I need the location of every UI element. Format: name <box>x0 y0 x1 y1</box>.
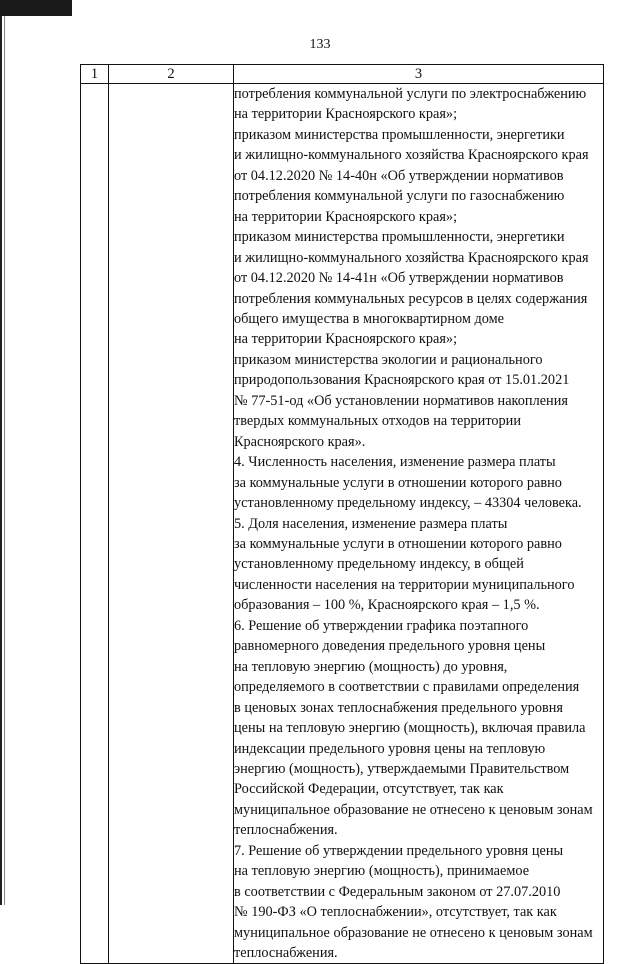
text-line: цены на тепловую энергию (мощность), включая правила <box>234 720 586 737</box>
text-line: потребления коммунальных ресурсов в целях содержания <box>234 290 588 307</box>
text-line: на территории Красноярского края»; <box>234 331 458 348</box>
text-line: 4. Численность населения, изменение размера платы <box>234 454 556 471</box>
scan-artifact <box>0 0 72 16</box>
text-line: в ценовых зонах теплоснабжения предельного уровня <box>234 699 563 716</box>
text-line: потребления коммунальной услуги по электроснабжению <box>234 86 587 102</box>
text-line: за коммунальные услуги в отношении которого равно <box>234 535 562 552</box>
text-line: приказом министерства экологии и рационального <box>234 351 543 368</box>
column-header-3: 3 <box>234 65 604 84</box>
text-line: на тепловую энергию (мощность), принимаемое <box>234 863 530 880</box>
cell-col1 <box>81 84 109 964</box>
table-row <box>81 84 604 964</box>
text-line: и жилищно-коммунального хозяйства Красноярского края <box>234 249 589 266</box>
text-line: теплоснабжения. <box>234 822 338 839</box>
text-line: равномерного доведения предельного уровня цены <box>234 638 546 655</box>
text-line: численности населения на территории муниципального <box>234 576 575 593</box>
document-table <box>80 64 604 964</box>
text-line: и жилищно-коммунального хозяйства Красноярского края <box>234 147 589 164</box>
text-line: Красноярского края». <box>234 433 366 450</box>
table-header-row <box>81 65 604 84</box>
text-line: потребления коммунальной услуги по газоснабжению <box>234 188 565 205</box>
column-header-1: 1 <box>81 65 109 84</box>
text-line: № 77-51-од «Об установлении нормативов накопления <box>234 392 568 409</box>
cell-col2 <box>109 84 234 964</box>
text-line: муниципальное образование не отнесено к ценовым зонам <box>234 924 593 941</box>
text-line: 5. Доля населения, изменение размера платы <box>234 515 508 532</box>
text-line: от 04.12.2020 № 14-40н «Об утверждении нормативов <box>234 167 564 184</box>
text-line: за коммунальные услуги в отношении которого равно <box>234 474 562 491</box>
text-line: № 190-ФЗ «О теплоснабжении», отсутствует, так как <box>234 904 557 921</box>
text-line: энергию (мощность), утверждаемыми Правительством <box>234 760 570 777</box>
text-line: Российской Федерации, отсутствует, так как <box>234 781 504 798</box>
text-line: 6. Решение об утверждении графика поэтапного <box>234 617 529 634</box>
scan-edge <box>0 0 2 905</box>
text-line: установленному предельному индексу, в общей <box>234 556 524 573</box>
text-line: в соответствии с Федеральным законом от 27.07.2010 <box>234 883 561 900</box>
text-line: определяемого в соответствии с правилами определения <box>234 679 580 696</box>
text-line: приказом министерства промышленности, энергетики <box>234 126 565 143</box>
text-line: общего имущества в многоквартирном доме <box>234 310 505 327</box>
text-line: индексации предельного уровня цены на тепловую <box>234 740 546 757</box>
text-line: образования – 100 %, Красноярского края – 1,5 %. <box>234 597 540 614</box>
text-line: теплоснабжения. <box>234 945 338 962</box>
text-line: муниципальное образование не отнесено к ценовым зонам <box>234 801 593 818</box>
text-line: от 04.12.2020 № 14-41н «Об утверждении нормативов <box>234 270 564 287</box>
text-line: на тепловую энергию (мощность) до уровня, <box>234 658 508 675</box>
text-line: приказом министерства промышленности, энергетики <box>234 229 565 246</box>
text-line: на территории Красноярского края»; <box>234 106 458 123</box>
page-number: 133 <box>309 37 331 52</box>
text-line: природопользования Красноярского края от 15.01.2021 <box>234 372 570 389</box>
text-line: 7. Решение об утверждении предельного уровня цены <box>234 842 564 859</box>
text-line: на территории Красноярского края»; <box>234 208 458 225</box>
column-header-2: 2 <box>109 65 234 84</box>
scan-edge-shadow <box>4 0 5 905</box>
text-line: установленному предельному индексу, – 43304 человека. <box>234 495 582 512</box>
cell-col3-text <box>234 84 604 964</box>
text-line: твердых коммунальных отходов на территории <box>234 413 521 430</box>
